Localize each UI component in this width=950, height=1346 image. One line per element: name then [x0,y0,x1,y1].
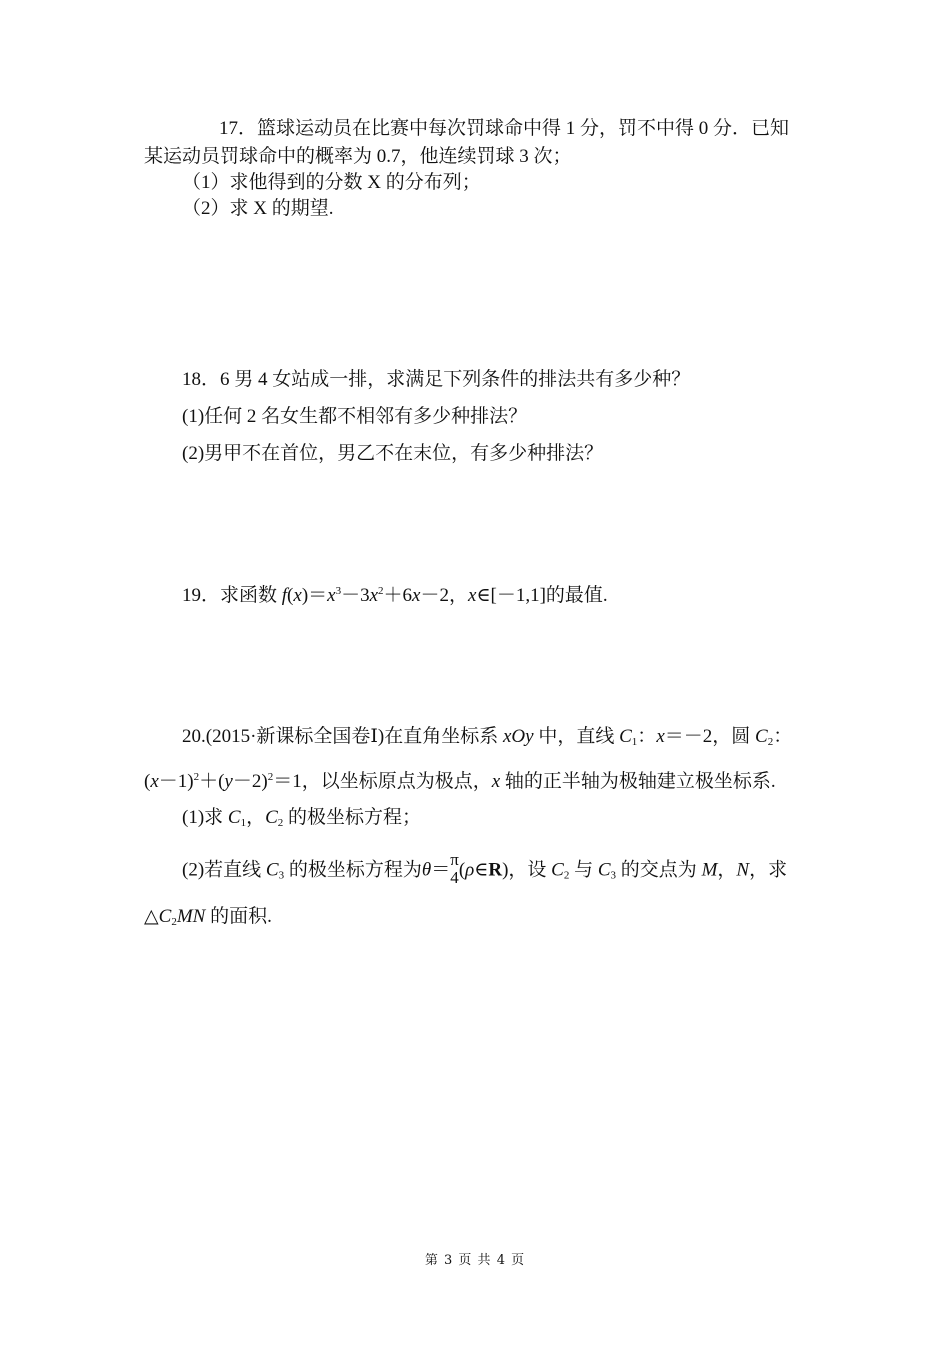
q20-line1: 20.(2015·新课标全国卷Ⅰ)在直角坐标系 xOy 中，直线 $C_1$：x＝－2，圆 $C_2$： [182,726,793,748]
q20-part2: (2)若直线 $C_3$ 的极坐标方程为θ＝ π 4 (ρ∈R)，设 $C_2$ 与 $C_3$ 的交点为 M，N，求 [182,850,788,887]
q17-part1: （1）求他得到的分数 X 的分布列； [182,172,481,193]
q17-line2: 某运动员罚球命中的概率为 0.7，他连续罚球 3 次； [144,146,572,167]
q18-part1: (1)任何 2 名女生都不相邻有多少种排法？ [182,406,528,427]
page-footer: 第 3 页 共 4 页 [424,1253,526,1268]
q20-part1: (1)求 $C_1$，$C_2$ 的极坐标方程； [182,807,422,829]
pi-over-4-fraction: π 4 [450,850,459,887]
q19-line: 19．求函数 $f(x)=x^3-3x^2+6x-2$，x∈[－1,1]的最值. [182,585,608,606]
q17-part2: （2）求 X 的期望. [182,198,334,219]
q18-line1: 18．6 男 4 女站成一排，求满足下列条件的排法共有多少种？ [182,369,691,390]
q18-part2: (2)男甲不在首位，男乙不在末位，有多少种排法？ [182,443,604,464]
q20-line-area: $\triangle C_2MN$ 的面积. [144,906,272,928]
q17-line1: 17．篮球运动员在比赛中每次罚球命中得 1 分，罚不中得 0 分．已知 [219,118,790,139]
q20-line2: $(x-1)^2+(y-2)^2=1$，以坐标原点为极点，x 轴的正半轴为极轴建立极坐标系. [144,771,776,792]
